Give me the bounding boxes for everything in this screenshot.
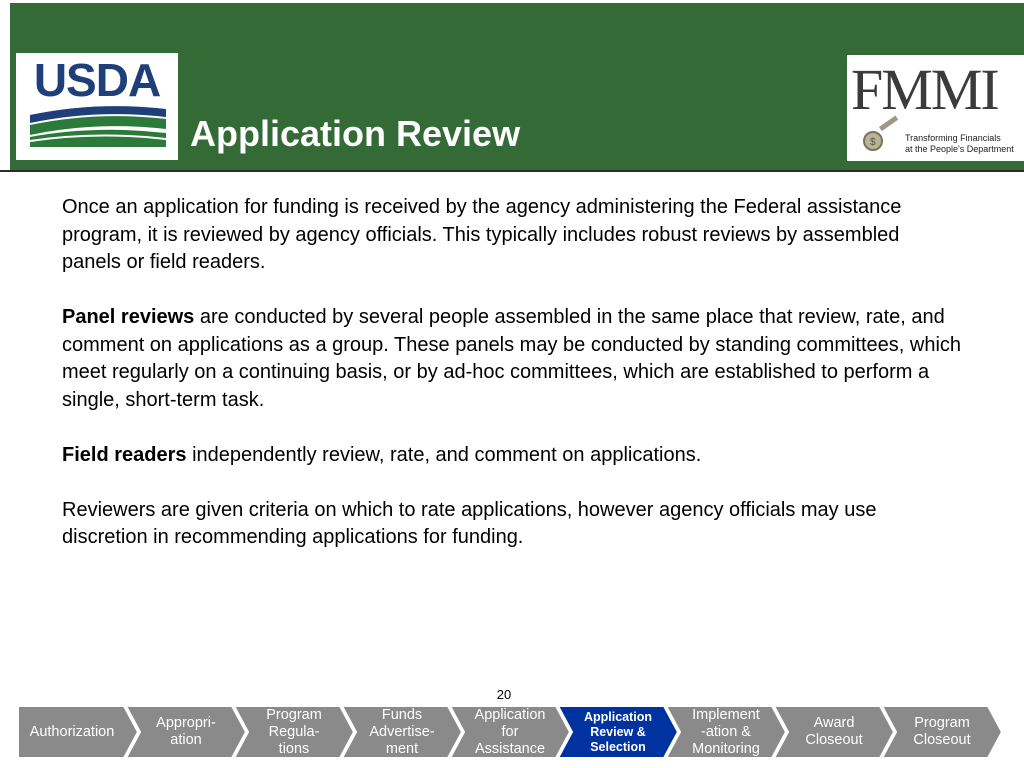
process-step-text: Program Closeout [913,715,971,748]
process-step-label [788,706,880,758]
process-flow [18,706,1018,758]
usda-logo [16,53,178,160]
field-readers-term: Field readers [62,443,187,466]
process-step-1 [18,706,138,758]
process-step-text: Application for Assistance [474,706,546,757]
panel-reviews-term: Panel reviews [62,306,195,328]
header-divider [0,170,1024,172]
process-step-5 [450,706,570,758]
svg-text:$: $ [870,137,876,148]
field-readers-paragraph [62,442,962,470]
usda-logo-text: USDA [33,54,161,106]
page-title: Application Review [190,113,521,154]
process-step-7 [666,706,786,758]
reviewers-paragraph: Reviewers are given criteria on which to rate applications, however agency officials may use discretion in recommending applications for funding. [62,498,877,548]
fmmi-logo-text: FMMI [851,57,998,122]
process-step-6 [558,706,678,758]
panel-reviews-paragraph [62,304,962,414]
key-icon [861,113,901,153]
process-step-label [248,706,340,758]
fmmi-logo [847,55,1024,161]
intro-paragraph: Once an application for funding is received by the agency administering the Federal assistance program, it is reviewed by agency officials. This typically includes robust reviews by assembled panels or field readers. [62,196,902,273]
process-step-label [680,706,772,758]
fmmi-tagline-line2: at the People's Department [905,144,1014,154]
process-step-text: Funds Advertise- ment [369,706,435,757]
process-step-label [464,706,556,758]
process-step-text: Authorization [29,723,115,740]
process-step-label [140,706,232,758]
process-step-3 [234,706,354,758]
process-step-text: Award Closeout [805,715,863,748]
fmmi-tagline-line1: Transforming Financials [905,133,1001,143]
process-step-text: Appropri- ation [156,715,216,748]
process-step-text: Program Regula- tions [266,706,322,757]
process-step-label [22,706,122,758]
process-step-4 [342,706,462,758]
process-step-label [356,706,448,758]
body-text [62,194,962,579]
process-step-label [572,706,664,758]
process-step-9 [882,706,1002,758]
process-step-label [896,706,988,758]
field-readers-description: independently review, rate, and comment on applications. [186,443,702,466]
process-step-text: Application Review & Selection [583,709,653,754]
process-step-8 [774,706,894,758]
process-step-text: Implement -ation & Monitoring [692,706,760,757]
process-step-2 [126,706,246,758]
panel-reviews-description: are conducted by several people assembled in the same place that review, rate, and comment on applications as a group. These panels may be conducted by standing committees, which meet regularly on a continuing basis, or by ad-hoc committees, which are established to perform a single, short-term task. [62,306,962,411]
fmmi-tagline [905,133,1014,155]
page-number: 20 [496,687,512,702]
